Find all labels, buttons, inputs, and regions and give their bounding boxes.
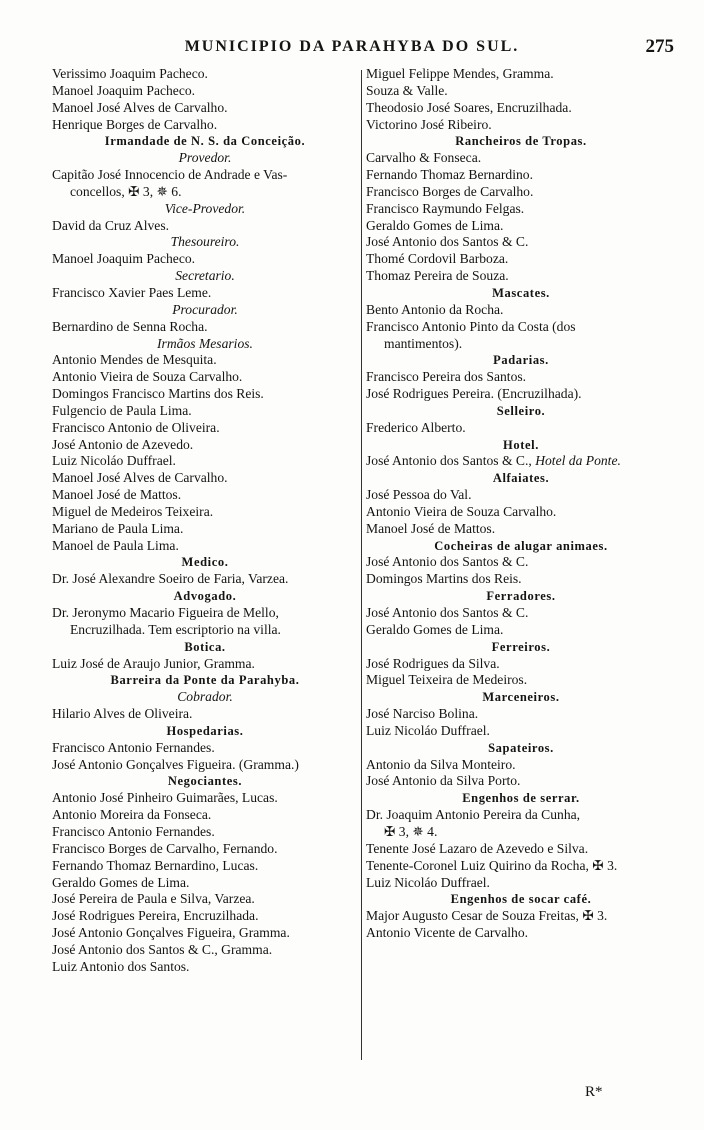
right-column	[366, 66, 676, 942]
section-heading-padarias: Padarias.	[493, 353, 549, 368]
left-column	[52, 66, 358, 976]
list-item: José Antonio da Silva Porto.	[366, 773, 521, 789]
list-item: Manoel José Alves de Carvalho.	[52, 99, 228, 115]
list-item: José Antonio dos Santos & C.	[366, 234, 529, 250]
list-item: Fernando Thomaz Bernardino, Lucas.	[52, 857, 259, 873]
list-item: Tenente-Coronel Luiz Quirino da Rocha, ✠ 3.	[366, 857, 618, 873]
justified-text: Francisco Antonio Pinto da Costa (dos	[366, 318, 576, 334]
list-item: Tenente José Lazaro de Azevedo e Silva.	[366, 840, 589, 856]
list-item: Domingos Martins dos Reis.	[366, 571, 522, 587]
page-number: 275	[645, 36, 674, 57]
list-item: Antonio Mendes de Mesquita.	[52, 352, 217, 368]
list-item: Bento Antonio da Rocha.	[366, 301, 504, 317]
list-item	[366, 807, 676, 824]
list-item: Francisco Borges de Carvalho.	[366, 183, 534, 199]
role-title: Procurador.	[172, 301, 238, 317]
list-item: Manoel Joaquim Pacheco.	[52, 82, 196, 98]
section-heading-barreira: Barreira da Ponte da Parahyba.	[110, 673, 300, 688]
hotel-name: Hotel da Ponte.	[535, 453, 621, 469]
section-heading-negociantes: Negociantes.	[167, 774, 243, 789]
section-heading-cocheiras: Cocheiras de alugar animaes.	[434, 538, 608, 553]
list-item: José Antonio Gonçalves Figueira, Gramma.	[52, 925, 290, 941]
justified-text: Capitão José Innocencio de Andrade e Vas-	[52, 167, 288, 183]
list-item: Luiz José de Araujo Junior, Gramma.	[52, 655, 255, 671]
list-item: Geraldo Gomes de Lima.	[52, 874, 190, 890]
list-item: concellos, ✠ 3, ✵ 6.	[70, 183, 182, 199]
list-item: José Pereira de Paula e Silva, Varzea.	[52, 891, 255, 907]
role-title: Irmãos Mesarios.	[157, 335, 253, 351]
list-item	[366, 319, 676, 336]
list-item: Thomé Cordovil Barboza.	[366, 251, 509, 267]
list-item: David da Cruz Alves.	[52, 217, 170, 233]
section-heading-botica: Botica.	[184, 639, 226, 654]
section-heading-rancheiros: Rancheiros de Tropas.	[455, 134, 587, 149]
list-item: Manoel José de Mattos.	[366, 520, 496, 536]
section-heading-hotel: Hotel.	[503, 437, 539, 452]
list-item: Miguel Teixeira de Medeiros.	[366, 672, 528, 688]
list-item: Victorino José Ribeiro.	[366, 116, 492, 132]
section-heading-mascates: Mascates.	[492, 285, 550, 300]
list-item: José Antonio Gonçalves Figueira. (Gramma.)	[52, 756, 299, 772]
list-item: Antonio Moreira da Fonseca.	[52, 807, 212, 823]
role-title: Provedor.	[178, 150, 232, 166]
section-heading-marceneiros: Marceneiros.	[482, 690, 560, 705]
role-title: Vice-Provedor.	[164, 200, 246, 216]
list-item: Antonio Vieira de Souza Carvalho.	[52, 369, 243, 385]
page-header	[0, 36, 704, 62]
list-item: Bernardino de Senna Rocha.	[52, 318, 208, 334]
list-item: Thomaz Pereira de Souza.	[366, 268, 509, 284]
list-item: Henrique Borges de Carvalho.	[52, 116, 218, 132]
list-item: Francisco Pereira dos Santos.	[366, 369, 527, 385]
list-item: Miguel Felippe Mendes, Gramma.	[366, 66, 554, 81]
list-item: Verissimo Joaquim Pacheco.	[52, 66, 208, 81]
section-heading-ferreiros: Ferreiros.	[491, 639, 551, 654]
list-item: Miguel de Medeiros Teixeira.	[52, 503, 214, 519]
list-item: José Antonio de Azevedo.	[52, 436, 194, 452]
section-heading-hospedarias: Hospedarias.	[166, 723, 244, 738]
list-item: Manoel José Alves de Carvalho.	[52, 470, 228, 486]
list-item: Souza & Valle.	[366, 82, 448, 98]
list-item: Francisco Antonio de Oliveira.	[52, 419, 220, 435]
list-item: mantimentos).	[384, 335, 463, 351]
list-item: Domingos Francisco Martins dos Reis.	[52, 386, 264, 402]
list-item: José Rodrigues da Silva.	[366, 655, 500, 671]
list-item	[52, 167, 358, 184]
list-item: Fernando Thomaz Bernardino.	[366, 167, 533, 183]
role-title: Secretario.	[175, 268, 235, 284]
section-heading-sapateiros: Sapateiros.	[488, 740, 554, 755]
list-item: José Narciso Bolina.	[366, 706, 479, 722]
list-item: Encruzilhada. Tem escriptorio na villa.	[70, 621, 281, 637]
list-item: Luiz Nicoláo Duffrael.	[366, 722, 490, 738]
hotel-owner: José Antonio dos Santos & C.,	[366, 453, 536, 469]
list-item: Francisco Raymundo Felgas.	[366, 200, 525, 216]
signature-mark: R*	[585, 1084, 603, 1100]
list-item: José Antonio dos Santos & C.	[366, 554, 529, 570]
list-item: Luiz Nicoláo Duffrael.	[52, 453, 176, 469]
list-item: Luiz Nicoláo Duffrael.	[366, 874, 490, 890]
list-item: Carvalho & Fonseca.	[366, 150, 482, 166]
list-item: Manoel Joaquim Pacheco.	[52, 251, 196, 267]
list-item: Major Augusto Cesar de Souza Freitas, ✠ 3.	[366, 908, 608, 924]
list-item: Geraldo Gomes de Lima.	[366, 217, 504, 233]
list-item: Theodosio José Soares, Encruzilhada.	[366, 99, 572, 115]
list-item: Luiz Antonio dos Santos.	[52, 958, 190, 974]
list-item: ✠ 3, ✵ 4.	[384, 823, 438, 839]
section-heading-medico: Medico.	[181, 555, 229, 570]
role-title: Cobrador.	[177, 689, 233, 705]
list-item: Antonio Vicente de Carvalho.	[366, 925, 529, 941]
list-item: José Pessoa do Val.	[366, 487, 472, 503]
page-title: MUNICIPIO DA PARAHYBA DO SUL.	[184, 38, 520, 55]
section-heading-advogado: Advogado.	[173, 589, 237, 604]
list-item: Antonio da Silva Monteiro.	[366, 756, 516, 772]
list-item: Manoel José de Mattos.	[52, 487, 182, 503]
list-item: Geraldo Gomes de Lima.	[366, 621, 504, 637]
list-item: Hilario Alves de Oliveira.	[52, 706, 193, 722]
list-item: Francisco Xavier Paes Leme.	[52, 284, 212, 300]
list-item: Fulgencio de Paula Lima.	[52, 402, 192, 418]
list-item: Antonio Vieira de Souza Carvalho.	[366, 503, 557, 519]
section-heading-engenhos-cafe: Engenhos de socar café.	[450, 892, 592, 907]
section-heading-irmandade: Irmandade de N. S. da Conceição.	[104, 134, 306, 149]
list-item: José Rodrigues Pereira, Encruzilhada.	[52, 908, 259, 924]
list-item: Francisco Borges de Carvalho, Fernando.	[52, 840, 278, 856]
column-divider	[361, 70, 362, 1060]
section-heading-engenhos-serrar: Engenhos de serrar.	[462, 791, 580, 806]
list-item: José Rodrigues Pereira. (Encruzilhada).	[366, 386, 582, 402]
role-title: Thesoureiro.	[170, 234, 240, 250]
list-item: Frederico Alberto.	[366, 419, 466, 435]
section-heading-selleiro: Selleiro.	[496, 403, 546, 418]
list-item: Antonio José Pinheiro Guimarães, Lucas.	[52, 790, 278, 806]
list-item: Dr. José Alexandre Soeiro de Faria, Varzea.	[52, 571, 289, 587]
list-item: José Antonio dos Santos & C.	[366, 605, 529, 620]
section-heading-alfaiates: Alfaiates.	[492, 471, 550, 486]
justified-text: Dr. Joaquim Antonio Pereira da Cunha,	[366, 807, 581, 823]
list-item	[366, 453, 676, 470]
section-heading-ferradores: Ferradores.	[486, 589, 556, 604]
list-item: Francisco Antonio Fernandes.	[52, 739, 215, 755]
list-item: Mariano de Paula Lima.	[52, 520, 184, 536]
list-item: Dr. Jeronymo Macario Figueira de Mello,	[52, 605, 279, 620]
list-item: Francisco Antonio Fernandes.	[52, 823, 215, 839]
list-item: Manoel de Paula Lima.	[52, 537, 179, 553]
list-item: José Antonio dos Santos & C., Gramma.	[52, 941, 273, 957]
